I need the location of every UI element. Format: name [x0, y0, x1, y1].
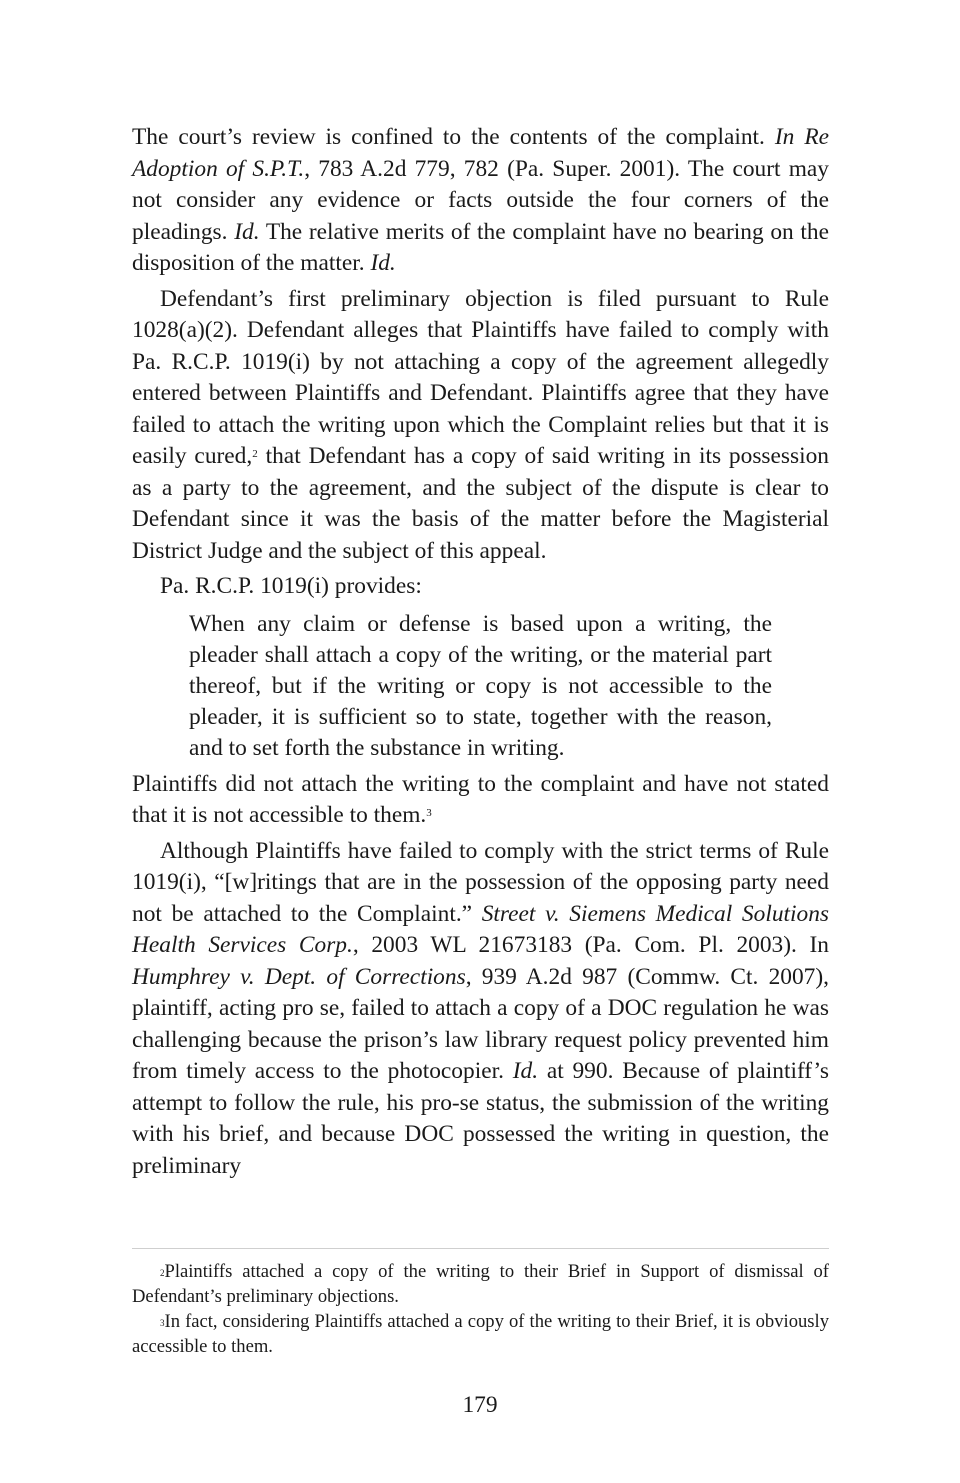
text-run: at 990. Because of plaintiff’s attempt to follow the rule, his pro-se status, the submission of the writing with his brief, and because DOC possessed the writing in question, the preliminary [132, 1058, 829, 1179]
case-citation: Street v. Siemens Medical Solutions Health Services Corp. [132, 900, 829, 959]
id-citation: Id. [512, 1058, 539, 1085]
footnote-text: Plaintiffs attached a copy of the writing to their Brief in Support of dismissal of Defendant’s preliminary objections. [132, 1261, 829, 1307]
paragraph-3: Pa. R.C.P. 1019(i) provides: [160, 573, 422, 599]
text-run: , 939 A.2d 987 (Commw. Ct. 2007), plaintiff, acting pro se, failed to attach a copy of a DOC regulation he was challenging because the prison’s law library request policy prevented him from timely access to the photocopier. [132, 963, 829, 1085]
footnote-text: In fact, considering Plaintiffs attached a copy of the writing to their Brief, it is obviously accessible to them. [132, 1311, 829, 1357]
text-run: Although Plaintiffs have failed to comply with the strict terms of Rule 1019(i), “[w]ritings that are in the possession of the opposing party need not be attached to the Complaint.” [132, 837, 829, 927]
text-run: Plaintiffs did not attach the writing to the complaint and have not stated that it is not accessible to them. [132, 770, 829, 829]
footnote-divider [132, 1248, 829, 1249]
paragraph-2 [132, 284, 829, 568]
footnote-ref-2: 2 [252, 448, 258, 460]
footnote-3 [132, 1310, 829, 1359]
footnote-2 [132, 1260, 829, 1309]
footnote-mark: 3 [160, 1318, 165, 1328]
text-run: that Defendant has a copy of said writing in its possession as a party to the agreement, and the subject of the dispute is clear to Defendant since it was the basis of the matter before the Magisterial District Judge and the subject of this appeal. [132, 443, 830, 564]
text-run: Defendant’s first preliminary objection is filed pursuant to Rule 1028(a)(2). Defendant alleges that Plaintiffs have failed to comply with Pa. R.C.P. 1019(i) by not attaching a copy of the agreement allegedly entered between Plaintiffs and Defendant. Plaintiffs agree that they have failed to attach the writing upon which the Complaint relies but that it is easily cured, [132, 285, 829, 469]
case-citation: In Re Adoption of S.P.T. [132, 124, 829, 182]
text-run: The court’s review is confined to the contents of the complaint. [132, 124, 775, 150]
id-citation: Id. [370, 250, 396, 276]
footnote-mark: 2 [160, 1268, 165, 1278]
paragraph-1 [132, 122, 829, 280]
page-number: 179 [462, 1392, 498, 1418]
footnotes [132, 1260, 829, 1359]
block-quote: When any claim or defense is based upon a writing, the pleader shall attach a copy of the writing, or the material part thereof, but if the writing or copy is not accessible to the pleader, it is sufficient so to state, together with the reason, and to set forth the substance in writing. [189, 610, 772, 762]
page-body [132, 122, 829, 1182]
id-citation: Id. [234, 218, 260, 245]
text-run: The relative merits of the complaint have no bearing on the disposition of the matter. [132, 218, 830, 276]
case-citation: Humphrey v. Dept. of Corrections [132, 963, 466, 990]
text-run: , 783 A.2d 779, 782 (Pa. Super. 2001). The court may not consider any evidence or facts outside the four corners of the pleadings. [132, 155, 830, 245]
paragraph-4 [132, 769, 829, 832]
footnote-ref-3: 3 [426, 807, 432, 820]
paragraph-5 [132, 836, 829, 1183]
text-run: , 2003 WL 21673183 (Pa. Com. Pl. 2003). In [352, 932, 830, 959]
